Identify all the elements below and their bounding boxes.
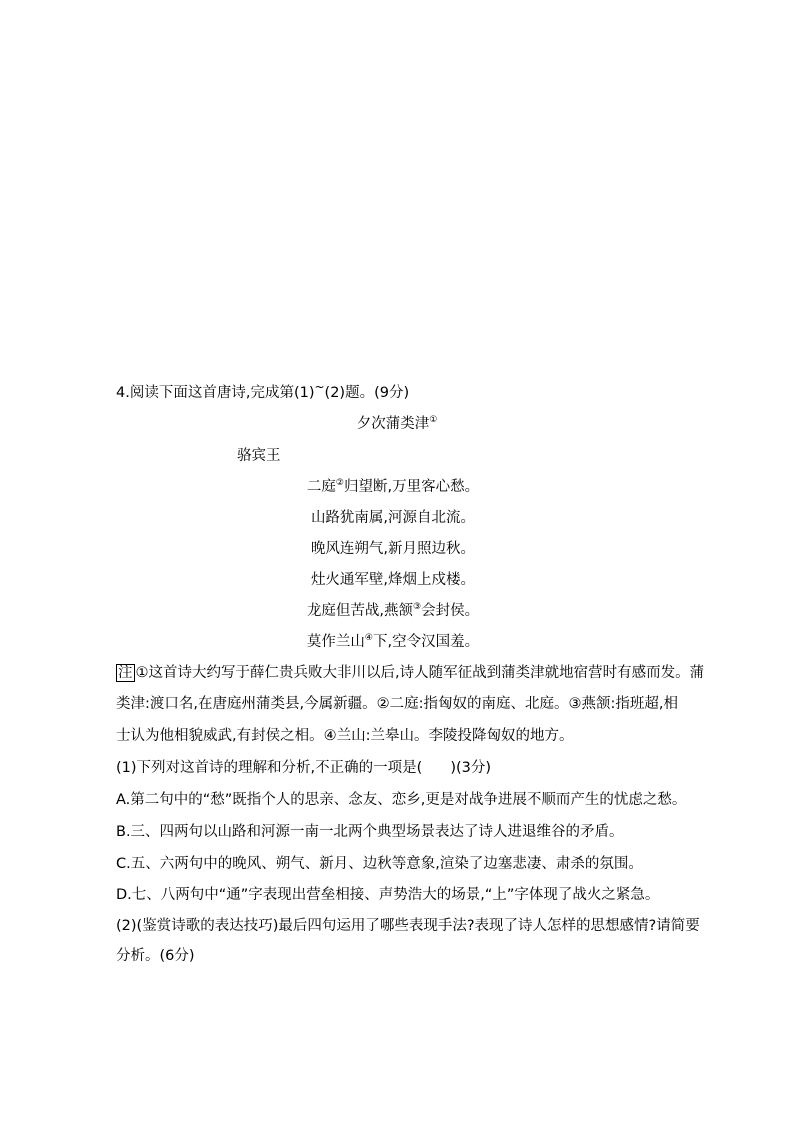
sub-question-2-line-1: (2)(鉴赏诗歌的表达技巧)最后四句运用了哪些表现手法?表现了诗人怎样的思想感情?请简要 xyxy=(116,918,700,934)
footnote-marker: ④ xyxy=(364,633,373,644)
question-stem: 4.阅读下面这首唐诗,完成第(1)~(2)题。(9分) xyxy=(116,380,410,401)
option-c: C.五、六两句中的晚风、朔气、新月、边秋等意象,渲染了边塞悲凄、肃杀的氛围。 xyxy=(116,856,643,872)
poem-title: 夕次蒲类津① xyxy=(356,415,438,432)
footnote-marker: ② xyxy=(335,478,344,489)
footnote-marker: ③ xyxy=(413,602,422,613)
notes-line-2: 类津:渡口名,在唐庭州蒲类县,今属新疆。②二庭:指匈奴的南庭、北庭。③燕颔:指班超,相 xyxy=(116,696,678,712)
sub-question-2-line-2: 分析。(6分) xyxy=(116,948,195,964)
poem-line-5: 龙庭但苦战,燕颔③会封侯。 xyxy=(306,602,480,619)
tilde-mark: ~ xyxy=(314,380,325,395)
poem-line-3: 晚风连朔气,新月照边秋。 xyxy=(310,541,476,557)
footnote-marker: ① xyxy=(429,415,438,426)
poem-line-4: 灶火通军壁,烽烟上戍楼。 xyxy=(310,572,476,588)
notes-label-box: 注 xyxy=(118,665,133,681)
poem-line-2: 山路犹南属,河源自北流。 xyxy=(310,510,476,526)
sub-question-1: (1)下列对这首诗的理解和分析,不正确的一项是( )(3分) xyxy=(116,760,492,776)
option-d: D.七、八两句中“通”字表现出营垒相接、声势浩大的场景,“上”字体现了战火之紧急。 xyxy=(116,887,660,903)
option-a: A.第二句中的“愁”既指个人的思亲、念友、恋乡,更是对战争进展不顺而产生的忧虑之愁。 xyxy=(116,792,687,808)
poem-line-1: 二庭②归望断,万里客心愁。 xyxy=(306,478,480,495)
poem-author: 骆宾王 xyxy=(237,448,281,464)
option-b: B.三、四两句以山路和河源一南一北两个典型场景表达了诗人进退维谷的矛盾。 xyxy=(116,824,624,840)
notes-line-3: 士认为他相貌威武,有封侯之相。④兰山:兰皋山。李陵投降匈奴的地方。 xyxy=(116,728,574,744)
poem-line-6: 莫作兰山④下,空令汉国羞。 xyxy=(306,633,480,650)
notes-line-1: 注 ①这首诗大约写于薛仁贵兵败大非川以后,诗人随军征战到蒲类津就地宿营时有感而发。蒲 xyxy=(118,665,705,681)
